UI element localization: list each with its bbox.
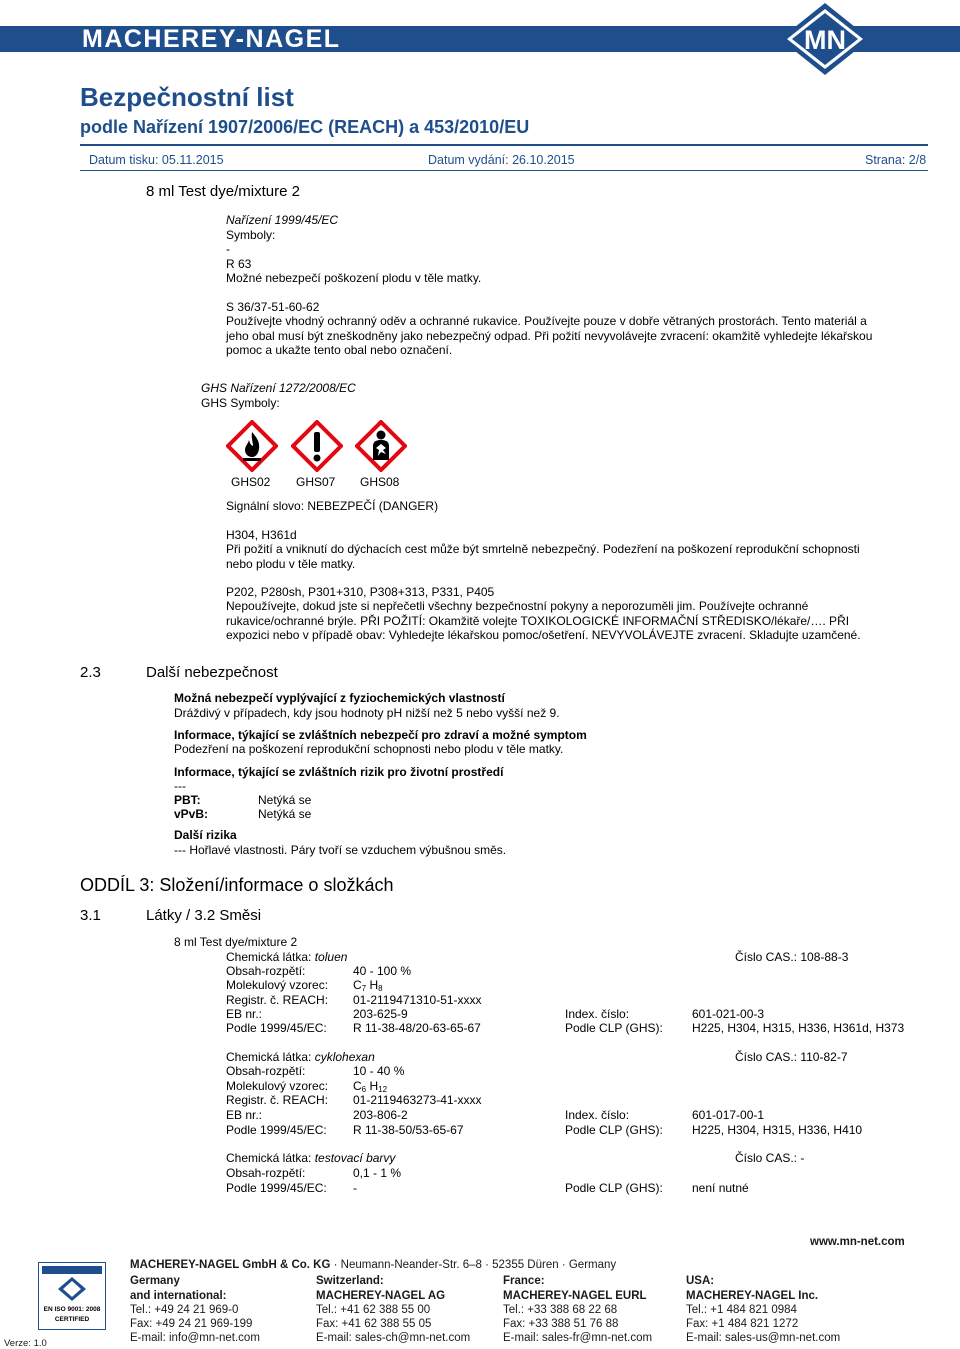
logo-text: MN (804, 25, 846, 55)
footer-de-tel: Tel.: +49 24 21 969-0 (130, 1304, 239, 1316)
footer-fr-email[interactable]: E-mail: sales-fr@mn-net.com (503, 1332, 653, 1344)
clp-value: H225, H304, H315, H336, H361d, H373 (692, 1021, 905, 1035)
footer-company-line (130, 1259, 616, 1271)
dir-label: Podle 1999/45/EC: (226, 1123, 327, 1137)
conc-value: 10 - 40 % (353, 1064, 405, 1078)
p-line: rukavice/ochranné brýle. PŘI POŽITÍ: Okamžitě volejte TOXIKOLOGICKÉ INFORMAČNÍ STŘEDISKO/lékaře/…. PŘI (226, 614, 850, 628)
health-heading: Informace, týkající se zvláštních nebezpečí pro zdraví a možné symptom (174, 728, 587, 742)
certificate-logo-icon (39, 1263, 105, 1305)
ghs-label-08: GHS08 (360, 475, 400, 489)
symbols-label: Symboly: (226, 228, 276, 242)
physchem-text: Dráždivý v případech, kdy jsou hodnoty pH nižší než 5 nebo vyšší než 9. (174, 706, 560, 720)
signal-word: Signální slovo: NEBEZPEČÍ (DANGER) (226, 499, 439, 513)
formula-value: $C_6$ $H_{12}$ (353, 1079, 388, 1094)
cas-number: Číslo CAS.: 108-88-3 (735, 950, 849, 964)
print-date: Datum tisku: 05.11.2015 (89, 153, 224, 167)
eb-label: EB nr.: (226, 1007, 263, 1021)
section-3-1-title: Látky / 3.2 Směsi (146, 907, 262, 924)
version: Verze: 1.0 (4, 1338, 47, 1349)
cas-number: Číslo CAS.: 110-82-7 (735, 1050, 848, 1064)
footer-fr-fax: Fax: +33 388 51 76 88 (503, 1318, 619, 1330)
s-line: Používejte vhodný ochranný oděv a ochranné rukavice. Používejte pouze v dobře větraných prostorách. Tento materiál a (226, 314, 867, 328)
conc-value: 40 - 100 % (353, 964, 412, 978)
ghs-label-07: GHS07 (296, 475, 336, 489)
footer-usa: USA: (686, 1275, 715, 1287)
footer-ch-fax: Fax: +41 62 388 55 05 (316, 1318, 432, 1330)
ghs-label-02: GHS02 (231, 475, 271, 489)
eb-value: 203-625-9 (353, 1007, 408, 1021)
clp-label: Podle CLP (GHS): (565, 1123, 663, 1137)
s-line: pomoc a ukažte tento obal nebo označení. (226, 343, 453, 357)
section-3-1-number: 3.1 (80, 907, 101, 924)
h-codes: H304, H361d (226, 528, 297, 542)
brand-name: MACHEREY-NAGEL (82, 25, 341, 53)
section-2-3-title: Další nebezpečnost (146, 664, 278, 681)
clp-value: není nutné (692, 1181, 749, 1195)
reach-value: 01-2119471310-51-xxxx (353, 993, 482, 1007)
physchem-heading: Možná nebezpečí vyplývající z fyziochemických vlastností (174, 691, 505, 705)
footer-us-email[interactable]: E-mail: sales-us@mn-net.com (686, 1332, 841, 1344)
substance-label: Chemická látka: testovací barvy (226, 1151, 396, 1165)
pbt-value: Netýká se (258, 793, 312, 807)
mixture-name: 8 ml Test dye/mixture 2 (174, 935, 298, 949)
header-divider (80, 144, 928, 146)
clp-label: Podle CLP (GHS): (565, 1181, 663, 1195)
vpvb-value: Netýká se (258, 807, 312, 821)
index-value: 601-021-00-3 (692, 1007, 765, 1021)
directive-title: Nařízení 1999/45/EC (226, 213, 339, 227)
vpvb-label: vPvB: (174, 807, 209, 821)
dir-value: R 11-38-48/20-63-65-67 (353, 1021, 481, 1035)
substance-name: cyklohexan (314, 1050, 375, 1064)
s-phrase: S 36/37-51-60-62 (226, 300, 320, 314)
header-banner (0, 0, 960, 78)
ghs-symbols-label: GHS Symboly: (201, 396, 280, 410)
footer-fr-tel: Tel.: +33 388 68 22 68 (503, 1304, 618, 1316)
footer-ch-company: MACHEREY-NAGEL AG (316, 1290, 446, 1302)
clp-label: Podle CLP (GHS): (565, 1021, 663, 1035)
reach-label: Registr. č. REACH: (226, 1093, 329, 1107)
footer-website[interactable]: www.mn-net.com (810, 1236, 905, 1248)
flame-icon (226, 420, 278, 472)
index-value: 601-017-00-1 (692, 1108, 765, 1122)
r-phrase: R 63 (226, 257, 252, 271)
substance-name: toluen (314, 950, 348, 964)
symbols-value: - (226, 242, 230, 256)
ghs-title: GHS Nařízení 1272/2008/EC (201, 381, 356, 395)
issue-date: Datum vydání: 26.10.2015 (428, 153, 575, 167)
page-number: Strana: 2/8 (865, 153, 927, 167)
formula-value: $C_7$ $H_8$ (353, 978, 383, 993)
footer-international: and international: (130, 1290, 227, 1302)
h-line: Při požití a vniknutí do dýchacích cest může být smrtelně nebezpečný. Podezření na poškození reprodukční schopnosti (226, 542, 860, 556)
clp-value: H225, H304, H315, H336, H410 (692, 1123, 863, 1137)
footer-fr-company: MACHEREY-NAGEL EURL (503, 1290, 647, 1302)
footer-de-email[interactable]: E-mail: info@mn-net.com (130, 1332, 260, 1344)
eb-value: 203-806-2 (353, 1108, 408, 1122)
mn-logo-icon (778, 2, 872, 76)
dir-label: Podle 1999/45/EC: (226, 1021, 327, 1035)
env-text: --- (174, 779, 186, 793)
index-label: Index. číslo: (565, 1007, 630, 1021)
eb-label: EB nr.: (226, 1108, 263, 1122)
p-codes: P202, P280sh, P301+310, P308+313, P331, P405 (226, 585, 495, 599)
other-text: --- Hořlavé vlastnosti. Páry tvoří se vzduchem výbušnou směs. (174, 843, 507, 857)
section-3-title: ODDÍL 3: Složení/informace o složkách (80, 875, 394, 895)
footer-ch-tel: Tel.: +41 62 388 55 00 (316, 1304, 431, 1316)
footer-germany: Germany (130, 1275, 180, 1287)
meta-divider (80, 170, 928, 171)
p-line: Nepoužívejte, dokud jste si nepřečetli všechny bezpečnostní pokyny a neporozuměli jim. Používejte ochranné (226, 599, 809, 613)
s-line: jeho obal musí být zneškodněny jako nebezpečný odpad. Při požití nevyvolávejte zvracení: okamžitě vyhledejte lékařskou (226, 329, 873, 343)
conc-value: 0,1 - 1 % (353, 1166, 402, 1180)
exclamation-icon (291, 420, 343, 472)
dir-label: Podle 1999/45/EC: (226, 1181, 327, 1195)
product-name: 8 ml Test dye/mixture 2 (146, 183, 300, 200)
p-line: expozici nebo v případě obav: Vyhledejte lékařskou pomoc/ošetření. NEVYVOLÁVEJTE zvracení. Skladujte uzamčené. (226, 628, 861, 642)
footer-address: · Neumann-Neander-Str. 6–8 · 52355 Düren · Germany (330, 1259, 617, 1271)
footer-france: France: (503, 1275, 545, 1287)
footer-us-fax: Fax: +1 484 821 1272 (686, 1318, 799, 1330)
formula-label: Molekulový vzorec: (226, 1079, 329, 1093)
health-text: Podezření na poškození reprodukční schopnosti nebo plodu v těle matky. (174, 742, 564, 756)
conc-label: Obsah-rozpětí: (226, 1166, 306, 1180)
dir-value: R 11-38-50/53-65-67 (353, 1123, 464, 1137)
r-text: Možné nebezpečí poškození plodu v těle matky. (226, 271, 482, 285)
footer-us-tel: Tel.: +1 484 821 0984 (686, 1304, 797, 1316)
cert-line-1: EN ISO 9001: 2008 (43, 1306, 101, 1313)
iso-certificate-badge (38, 1262, 106, 1330)
footer-ch-email[interactable]: E-mail: sales-ch@mn-net.com (316, 1332, 471, 1344)
cas-number: Číslo CAS.: - (735, 1151, 805, 1165)
substance-name: testovací barvy (314, 1151, 396, 1165)
reach-value: 01-2119463273-41-xxxx (353, 1093, 482, 1107)
section-2-3-number: 2.3 (80, 664, 101, 681)
reach-label: Registr. č. REACH: (226, 993, 329, 1007)
env-heading: Informace, týkající se zvláštních rizik pro životní prostředí (174, 765, 504, 779)
page-title: Bezpečnostní list (80, 82, 294, 112)
pbt-label: PBT: (174, 793, 201, 807)
cert-line-2: CERTIFIED (54, 1316, 90, 1323)
other-heading: Další rizika (174, 828, 237, 842)
conc-label: Obsah-rozpětí: (226, 964, 306, 978)
footer-company: MACHEREY-NAGEL GmbH & Co. KG (130, 1259, 331, 1271)
substance-label: Chemická látka: toluen (226, 950, 348, 964)
footer-de-fax: Fax: +49 24 21 969-199 (130, 1318, 253, 1330)
footer (0, 1236, 960, 1349)
h-line: nebo plodu v těle matky. (226, 557, 356, 571)
index-label: Index. číslo: (565, 1108, 630, 1122)
dir-value: - (353, 1181, 357, 1195)
footer-us-company: MACHEREY-NAGEL Inc. (686, 1290, 819, 1302)
page-subtitle: podle Nařízení 1907/2006/EC (REACH) a 453/2010/EU (80, 117, 530, 137)
formula-label: Molekulový vzorec: (226, 978, 329, 992)
conc-label: Obsah-rozpětí: (226, 1064, 306, 1078)
footer-switzerland: Switzerland: (316, 1275, 384, 1287)
substance-label: Chemická látka: cyklohexan (226, 1050, 375, 1064)
health-hazard-icon (355, 420, 407, 472)
